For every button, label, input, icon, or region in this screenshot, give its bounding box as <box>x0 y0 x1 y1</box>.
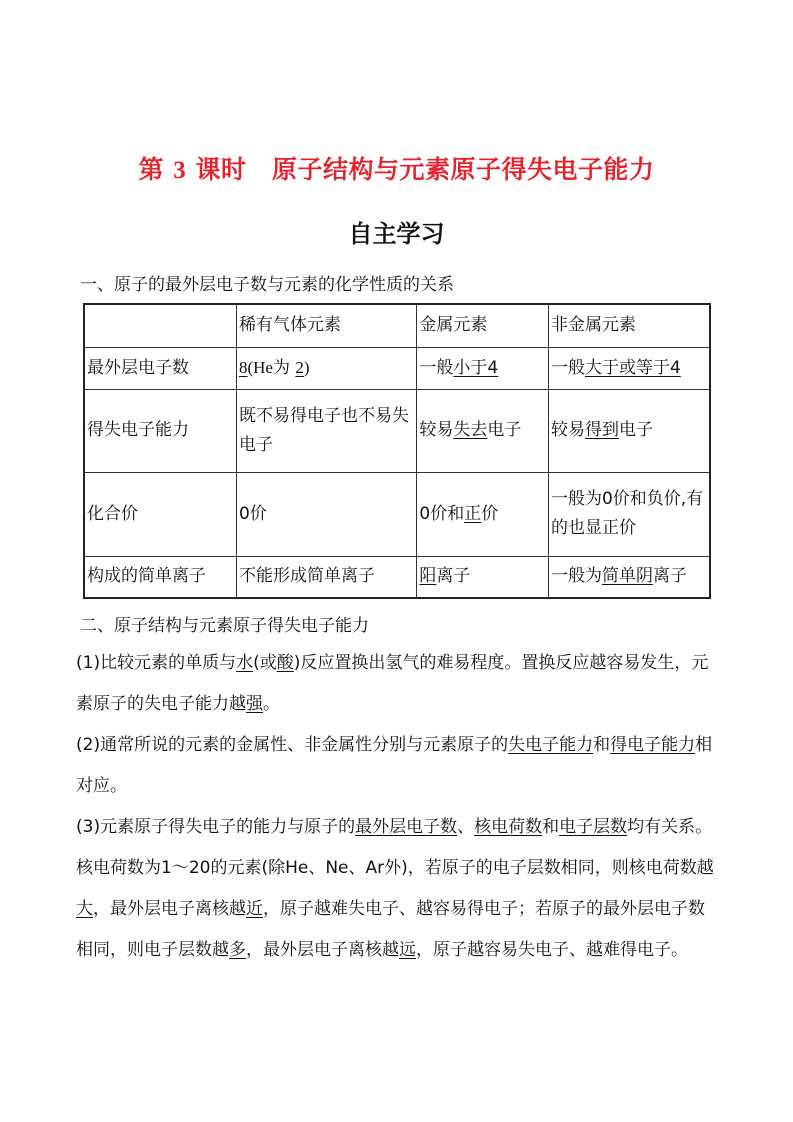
table-cell: 一般为简单阴离子 <box>548 556 710 598</box>
table-cell: 0价 <box>236 472 416 556</box>
section-heading: 自主学习 <box>348 220 445 248</box>
table-cell: 较易得到电子 <box>548 389 710 472</box>
section-2-heading: 二、原子结构与元素原子得失电子能力 <box>80 616 369 636</box>
row-label: 化合价 <box>84 472 236 556</box>
table-header-cell <box>84 304 236 347</box>
table-cell: 既不易得电子也不易失电子 <box>236 389 416 472</box>
table-cell: 8(He为 2) <box>236 347 416 389</box>
table-cell: 阳离子 <box>417 556 549 598</box>
table-row <box>84 556 710 598</box>
table-row <box>84 389 710 472</box>
table-header-cell: 金属元素 <box>417 304 549 347</box>
table-header-cell: 稀有气体元素 <box>236 304 416 347</box>
row-label: 最外层电子数 <box>84 347 236 389</box>
lesson-title: 第 3 课时 原子结构与元素原子得失电子能力 <box>138 155 655 184</box>
table-cell: 不能形成简单离子 <box>236 556 416 598</box>
table-row <box>84 472 710 556</box>
paragraph-3: (3)元素原子得失电子的能力与原子的最外层电子数、核电荷数和电子层数均有关系。核电荷数为1～20的元素(除He、Ne、Ar外)，若原子的电子层数相同，则核电荷数越大，最外层电子离核越近，原子越难失电子、越容易得电子；若原子的最外层电子数相同，则电子层数越多，最外层电子离核越远，原子越容易失电子、越难得电子。 <box>76 817 714 960</box>
row-label: 得失电子能力 <box>84 389 236 472</box>
table-header-cell: 非金属元素 <box>548 304 710 347</box>
table-cell: 一般为0价和负价,有的也显正价 <box>548 472 710 556</box>
table-cell: 较易失去电子 <box>417 389 549 472</box>
comparison-table <box>83 303 711 599</box>
table-header-row <box>84 304 710 347</box>
table-cell: 一般大于或等于4 <box>548 347 710 389</box>
table-cell: 一般小于4 <box>417 347 549 389</box>
paragraph-1: (1)比较元素的单质与水(或酸)反应置换出氢气的难易程度。置换反应越容易发生，元素原子的失电子能力越强。 <box>76 653 709 714</box>
table-cell: 0价和正价 <box>417 472 549 556</box>
table-row <box>84 347 710 389</box>
section-1-heading: 一、原子的最外层电子数与元素的化学性质的关系 <box>80 275 454 295</box>
paragraph-2: (2)通常所说的元素的金属性、非金属性分别与元素原子的失电子能力和得电子能力相对应。 <box>76 735 713 796</box>
row-label: 构成的简单离子 <box>84 556 236 598</box>
